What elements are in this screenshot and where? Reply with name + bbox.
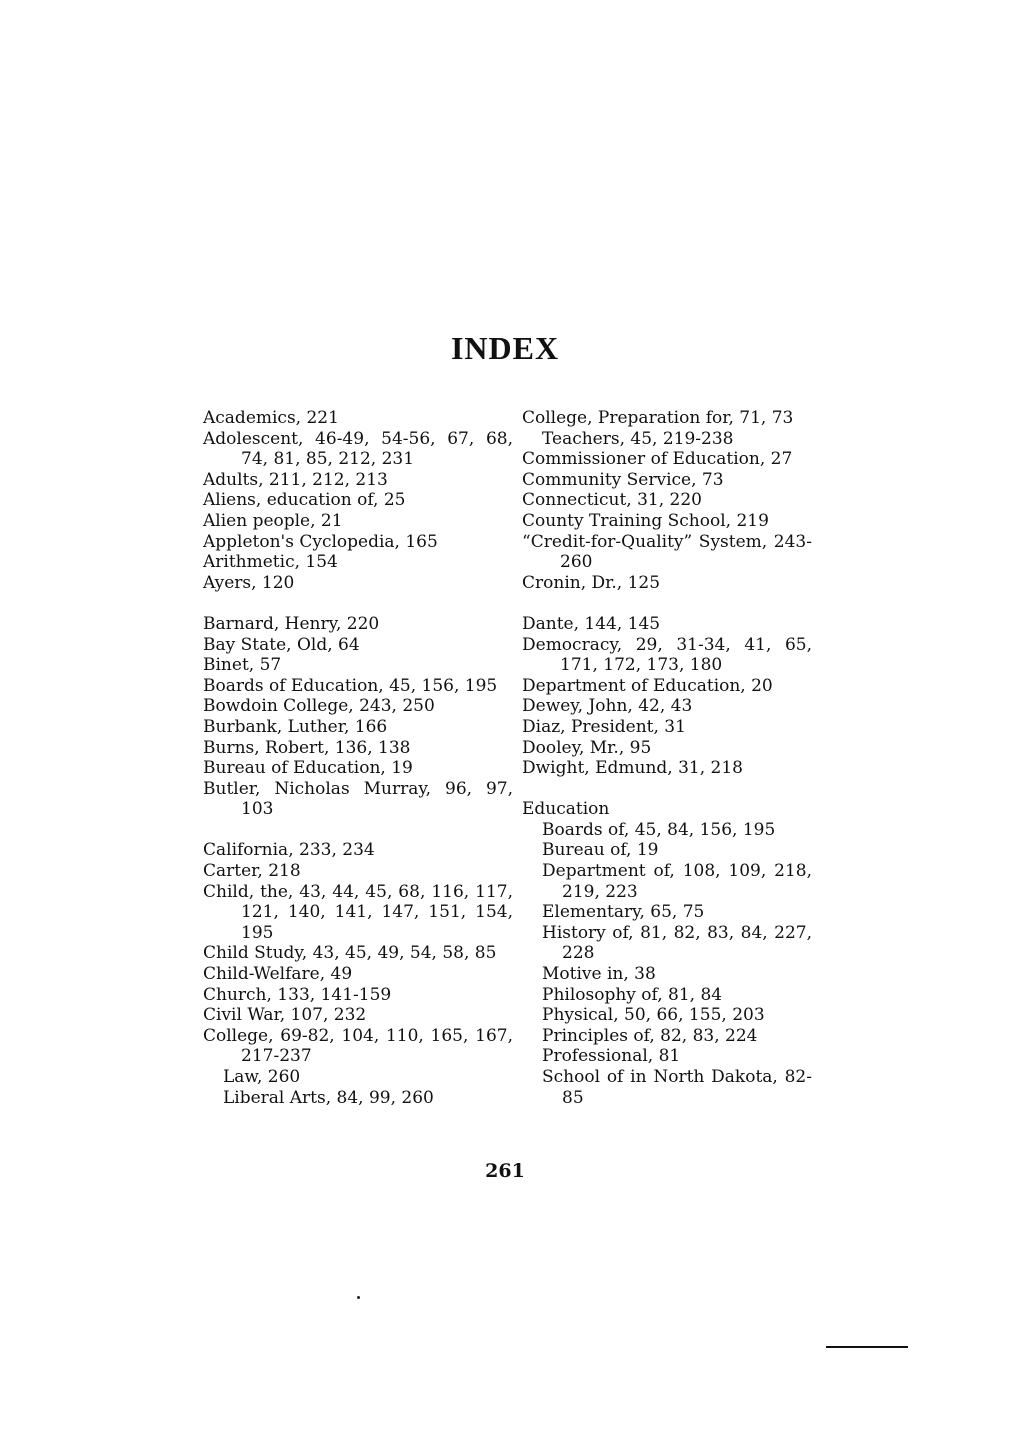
page-title: INDEX [450,330,560,366]
index-subentry: Motive in, 38 [542,964,656,985]
index-entry: Butler, Nicholas Murray, 96, 97, 103 [203,778,513,820]
index-entry: Bay State, Old, 64 [203,634,360,655]
index-entry: Commissioner of Education, 27 [522,449,793,470]
index-entry: Dante, 144, 145 [522,613,661,634]
section-gap [203,593,513,614]
footer-rule [826,1346,908,1348]
index-entry: Academics, 221 [203,408,339,428]
index-subentry: Liberal Arts, 84, 99, 260 [223,1087,434,1108]
index-subentry: Teachers, 45, 219-238 [542,428,734,449]
index-subentry: Physical, 50, 66, 155, 203 [542,1005,765,1026]
index-entry: Bureau of Education, 19 [203,758,413,779]
index-entry: Church, 133, 141-159 [203,984,392,1005]
index-entry: College, 69-82, 104, 110, 165, 167, 217-237 [203,1025,513,1067]
index-subentry: Boards of, 45, 84, 156, 195 [542,819,776,840]
index-entry: Democracy, 29, 31-34, 41, 65, 171, 172, 173, 180 [522,634,812,676]
index-entry: Dewey, John, 42, 43 [522,696,693,717]
index-entry: Child, the, 43, 44, 45, 68, 116, 117, 121, 140, 141, 147, 151, 154, 195 [203,881,513,943]
index-column-right [522,408,812,1108]
index-entry: Adults, 211, 212, 213 [203,469,388,490]
index-entry: Burns, Robert, 136, 138 [203,737,411,758]
index-entry: Appleton's Cyclopedia, 165 [203,531,438,552]
index-column-left [203,408,513,1108]
index-entry: Child-Welfare, 49 [203,964,353,985]
index-entry: Carter, 218 [203,861,301,882]
index-subentry: Philosophy of, 81, 84 [542,984,723,1005]
section-gap [522,779,812,800]
index-entry: Ayers, 120 [203,572,295,593]
index-entry: Burbank, Luther, 166 [203,716,388,737]
index-entry: Diaz, President, 31 [522,716,686,737]
page-number: 261 [485,1160,525,1182]
index-entry: Adolescent, 46-49, 54-56, 67, 68, 74, 81, 85, 212, 231 [203,428,513,470]
index-entry: California, 233, 234 [203,840,375,861]
index-subentry: Department of, 108, 109, 218, 219, 223 [542,861,812,902]
index-entry: Community Service, 73 [522,469,724,490]
index-entry: Connecticut, 31, 220 [522,490,702,511]
index-entry: County Training School, 219 [522,510,769,531]
section-gap [203,820,513,841]
index-entry: Aliens, education of, 25 [203,490,406,511]
section-gap [522,593,812,614]
index-entry: Dooley, Mr., 95 [522,737,652,758]
index-entry: Cronin, Dr., 125 [522,572,661,593]
index-subentry: Law, 260 [223,1067,301,1087]
index-entry: Arithmetic, 154 [203,552,338,573]
index-entry: Bowdoin College, 243, 250 [203,696,435,717]
index-entry: Binet, 57 [203,655,282,676]
index-entry: Boards of Education, 45, 156, 195 [203,675,498,696]
ink-speck [357,1296,360,1299]
index-entry: Child Study, 43, 45, 49, 54, 58, 85 [203,943,497,964]
index-subentry: Elementary, 65, 75 [542,902,705,923]
index-subentry: History of, 81, 82, 83, 84, 227, 228 [542,922,812,964]
index-entry: “Credit-for-Quality” System, 243-260 [522,531,812,573]
index-entry: Alien people, 21 [203,510,343,531]
index-entry: Barnard, Henry, 220 [203,613,380,634]
index-subentry: Professional, 81 [542,1046,681,1067]
index-entry: College, Preparation for, 71, 73 [522,408,794,428]
index-subentry: School of in North Dakota, 82-85 [542,1067,812,1108]
index-entry: Civil War, 107, 232 [203,1005,367,1026]
index-entry: Dwight, Edmund, 31, 218 [522,758,743,779]
index-entry: Department of Education, 20 [522,675,773,696]
index-entry: Education [522,799,610,820]
index-subentry: Principles of, 82, 83, 224 [542,1025,758,1046]
index-subentry: Bureau of, 19 [542,840,659,861]
